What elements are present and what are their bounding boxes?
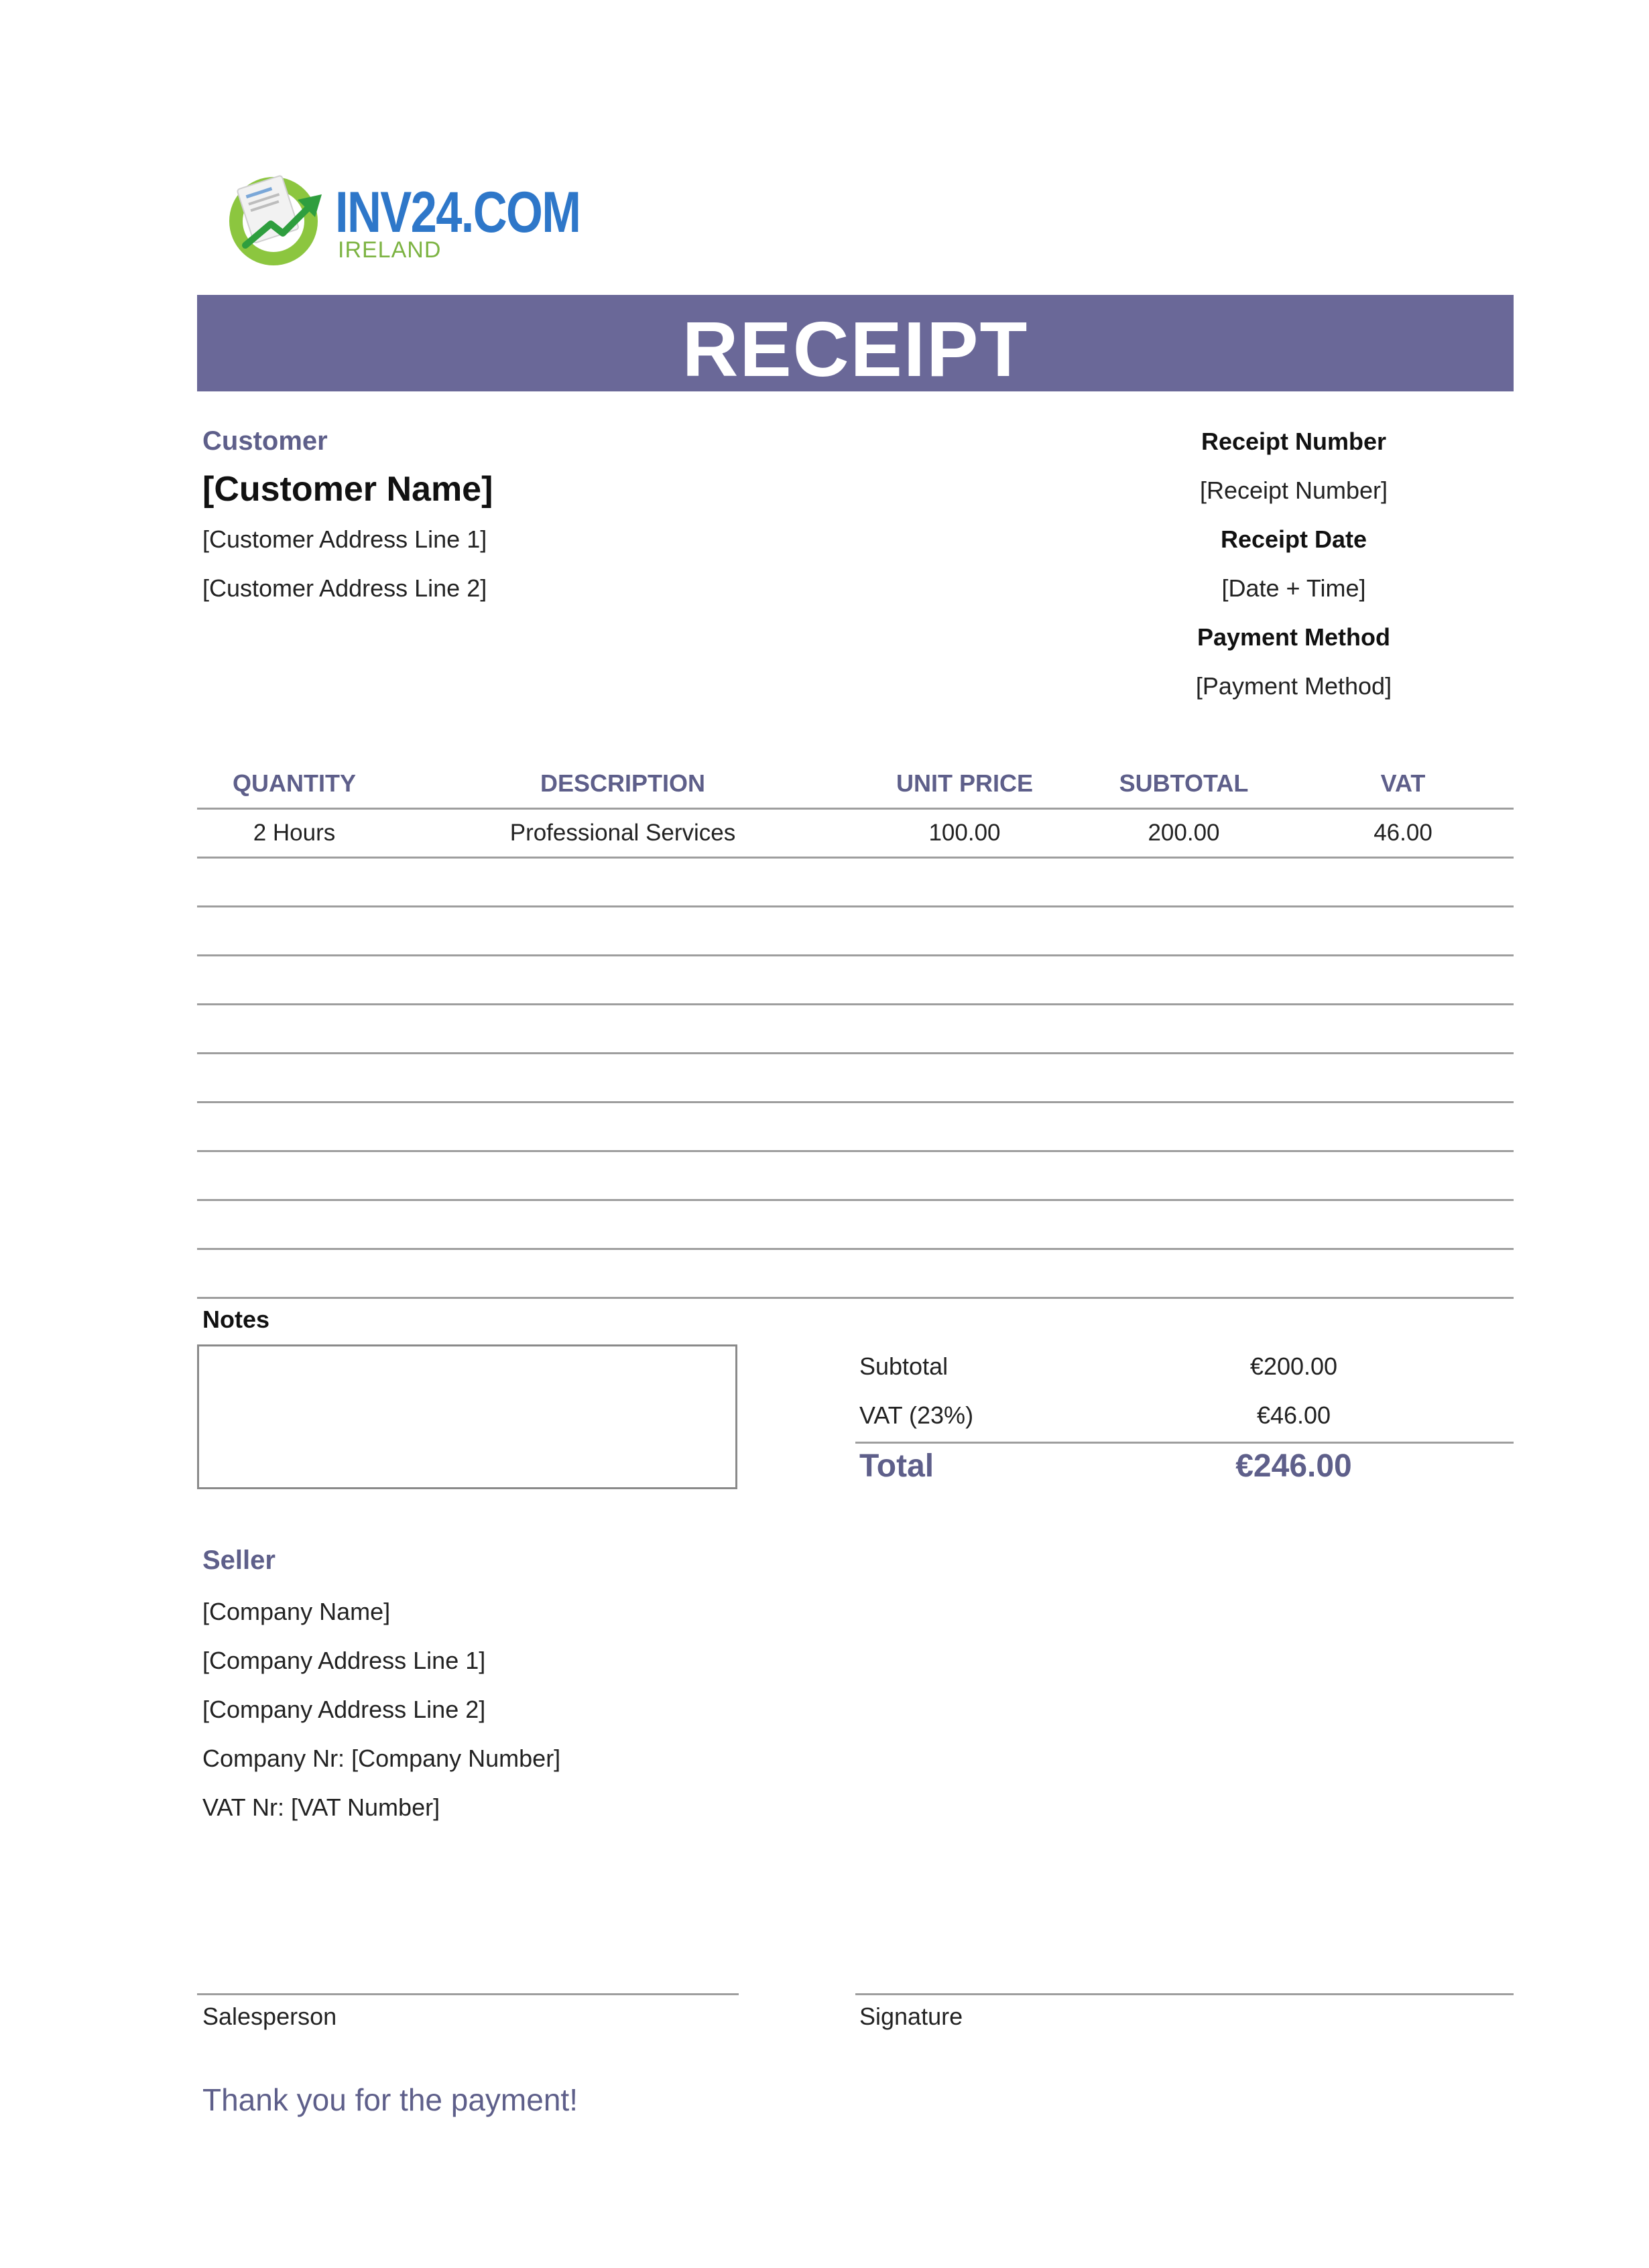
cell-description xyxy=(391,1200,854,1249)
customer-address-line-1: [Customer Address Line 1] xyxy=(202,525,487,553)
seller-label: Seller xyxy=(202,1546,276,1575)
signature-label: Signature xyxy=(859,2003,963,2030)
column-header-description: DESCRIPTION xyxy=(391,759,854,809)
cell-quantity xyxy=(197,907,391,956)
cell-vat xyxy=(1292,1249,1514,1298)
cell-vat xyxy=(1292,956,1514,1005)
table-row xyxy=(197,809,1514,858)
cell-subtotal xyxy=(1075,858,1292,907)
cell-quantity xyxy=(197,1054,391,1102)
total-value: €246.00 xyxy=(1235,1448,1352,1484)
customer-label: Customer xyxy=(202,426,328,456)
invoice-growth-icon xyxy=(221,168,328,268)
table-row xyxy=(197,1249,1514,1298)
table-row xyxy=(197,1102,1514,1151)
cell-quantity xyxy=(197,956,391,1005)
column-header-quantity: QUANTITY xyxy=(197,759,391,809)
cell-quantity xyxy=(197,1249,391,1298)
logo-region-text: IRELAND xyxy=(338,237,442,263)
logo-brand-text: INV24.COM xyxy=(335,180,581,245)
receipt-date-value: [Date + Time] xyxy=(1221,574,1366,602)
salesperson-line xyxy=(197,1993,739,1995)
receipt-number-label: Receipt Number xyxy=(1201,428,1387,455)
cell-vat xyxy=(1292,1005,1514,1054)
seller-company-number: Company Nr: [Company Number] xyxy=(202,1745,561,1772)
cell-vat xyxy=(1292,858,1514,907)
thank-you-message: Thank you for the payment! xyxy=(202,2082,578,2117)
cell-quantity: 2 Hours xyxy=(197,809,391,858)
cell-unit-price xyxy=(854,1005,1075,1054)
cell-subtotal xyxy=(1075,907,1292,956)
cell-unit-price xyxy=(854,956,1075,1005)
vat-label: VAT (23%) xyxy=(859,1401,974,1429)
seller-address-line-1: [Company Address Line 1] xyxy=(202,1647,486,1674)
cell-subtotal xyxy=(1075,956,1292,1005)
page-title: RECEIPT xyxy=(682,306,1029,393)
cell-unit-price xyxy=(854,1200,1075,1249)
cell-unit-price xyxy=(854,1249,1075,1298)
notes-box xyxy=(197,1344,737,1489)
cell-unit-price xyxy=(854,907,1075,956)
table-row xyxy=(197,1151,1514,1200)
salesperson-label: Salesperson xyxy=(202,2003,337,2030)
column-header-subtotal: SUBTOTAL xyxy=(1075,759,1292,809)
items-table xyxy=(197,759,1514,1299)
cell-description: Professional Services xyxy=(391,809,854,858)
total-label: Total xyxy=(859,1448,934,1484)
inv24-logo xyxy=(221,168,581,268)
cell-vat xyxy=(1292,1151,1514,1200)
cell-vat xyxy=(1292,1102,1514,1151)
cell-description xyxy=(391,956,854,1005)
cell-description xyxy=(391,1054,854,1102)
totals-divider xyxy=(855,1442,1514,1444)
cell-subtotal xyxy=(1075,1054,1292,1102)
cell-unit-price xyxy=(854,1151,1075,1200)
vat-value: €46.00 xyxy=(1256,1401,1331,1429)
receipt-number-value: [Receipt Number] xyxy=(1199,477,1388,504)
signature-line xyxy=(855,1993,1514,1995)
cell-quantity xyxy=(197,1151,391,1200)
cell-vat xyxy=(1292,1200,1514,1249)
cell-unit-price xyxy=(854,1102,1075,1151)
payment-method-label: Payment Method xyxy=(1197,623,1391,651)
cell-description xyxy=(391,858,854,907)
cell-unit-price xyxy=(854,858,1075,907)
cell-description xyxy=(391,1005,854,1054)
cell-description xyxy=(391,1249,854,1298)
cell-subtotal xyxy=(1075,1102,1292,1151)
table-row xyxy=(197,956,1514,1005)
cell-vat xyxy=(1292,1054,1514,1102)
cell-quantity xyxy=(197,1102,391,1151)
table-row xyxy=(197,907,1514,956)
cell-subtotal xyxy=(1075,1249,1292,1298)
notes-label: Notes xyxy=(202,1306,270,1333)
items-header-row xyxy=(197,759,1514,809)
seller-address-line-2: [Company Address Line 2] xyxy=(202,1696,486,1723)
table-row xyxy=(197,858,1514,907)
seller-company-name: [Company Name] xyxy=(202,1598,391,1625)
receipt-date-label: Receipt Date xyxy=(1220,525,1367,553)
cell-quantity xyxy=(197,858,391,907)
receipt-banner xyxy=(197,295,1514,391)
cell-subtotal: 200.00 xyxy=(1075,809,1292,858)
cell-vat: 46.00 xyxy=(1292,809,1514,858)
customer-address-line-2: [Customer Address Line 2] xyxy=(202,574,487,602)
table-row xyxy=(197,1200,1514,1249)
customer-name: [Customer Name] xyxy=(202,470,493,509)
payment-method-value: [Payment Method] xyxy=(1195,672,1392,700)
cell-description xyxy=(391,1151,854,1200)
cell-unit-price: 100.00 xyxy=(854,809,1075,858)
subtotal-value: €200.00 xyxy=(1249,1352,1338,1380)
cell-unit-price xyxy=(854,1054,1075,1102)
seller-vat-number: VAT Nr: [VAT Number] xyxy=(202,1793,440,1821)
cell-subtotal xyxy=(1075,1151,1292,1200)
table-row xyxy=(197,1054,1514,1102)
column-header-unit-price: UNIT PRICE xyxy=(854,759,1075,809)
cell-description xyxy=(391,907,854,956)
cell-subtotal xyxy=(1075,1200,1292,1249)
cell-quantity xyxy=(197,1200,391,1249)
cell-quantity xyxy=(197,1005,391,1054)
table-row xyxy=(197,1005,1514,1054)
cell-description xyxy=(391,1102,854,1151)
cell-vat xyxy=(1292,907,1514,956)
subtotal-label: Subtotal xyxy=(859,1352,949,1380)
column-header-vat: VAT xyxy=(1292,759,1514,809)
cell-subtotal xyxy=(1075,1005,1292,1054)
